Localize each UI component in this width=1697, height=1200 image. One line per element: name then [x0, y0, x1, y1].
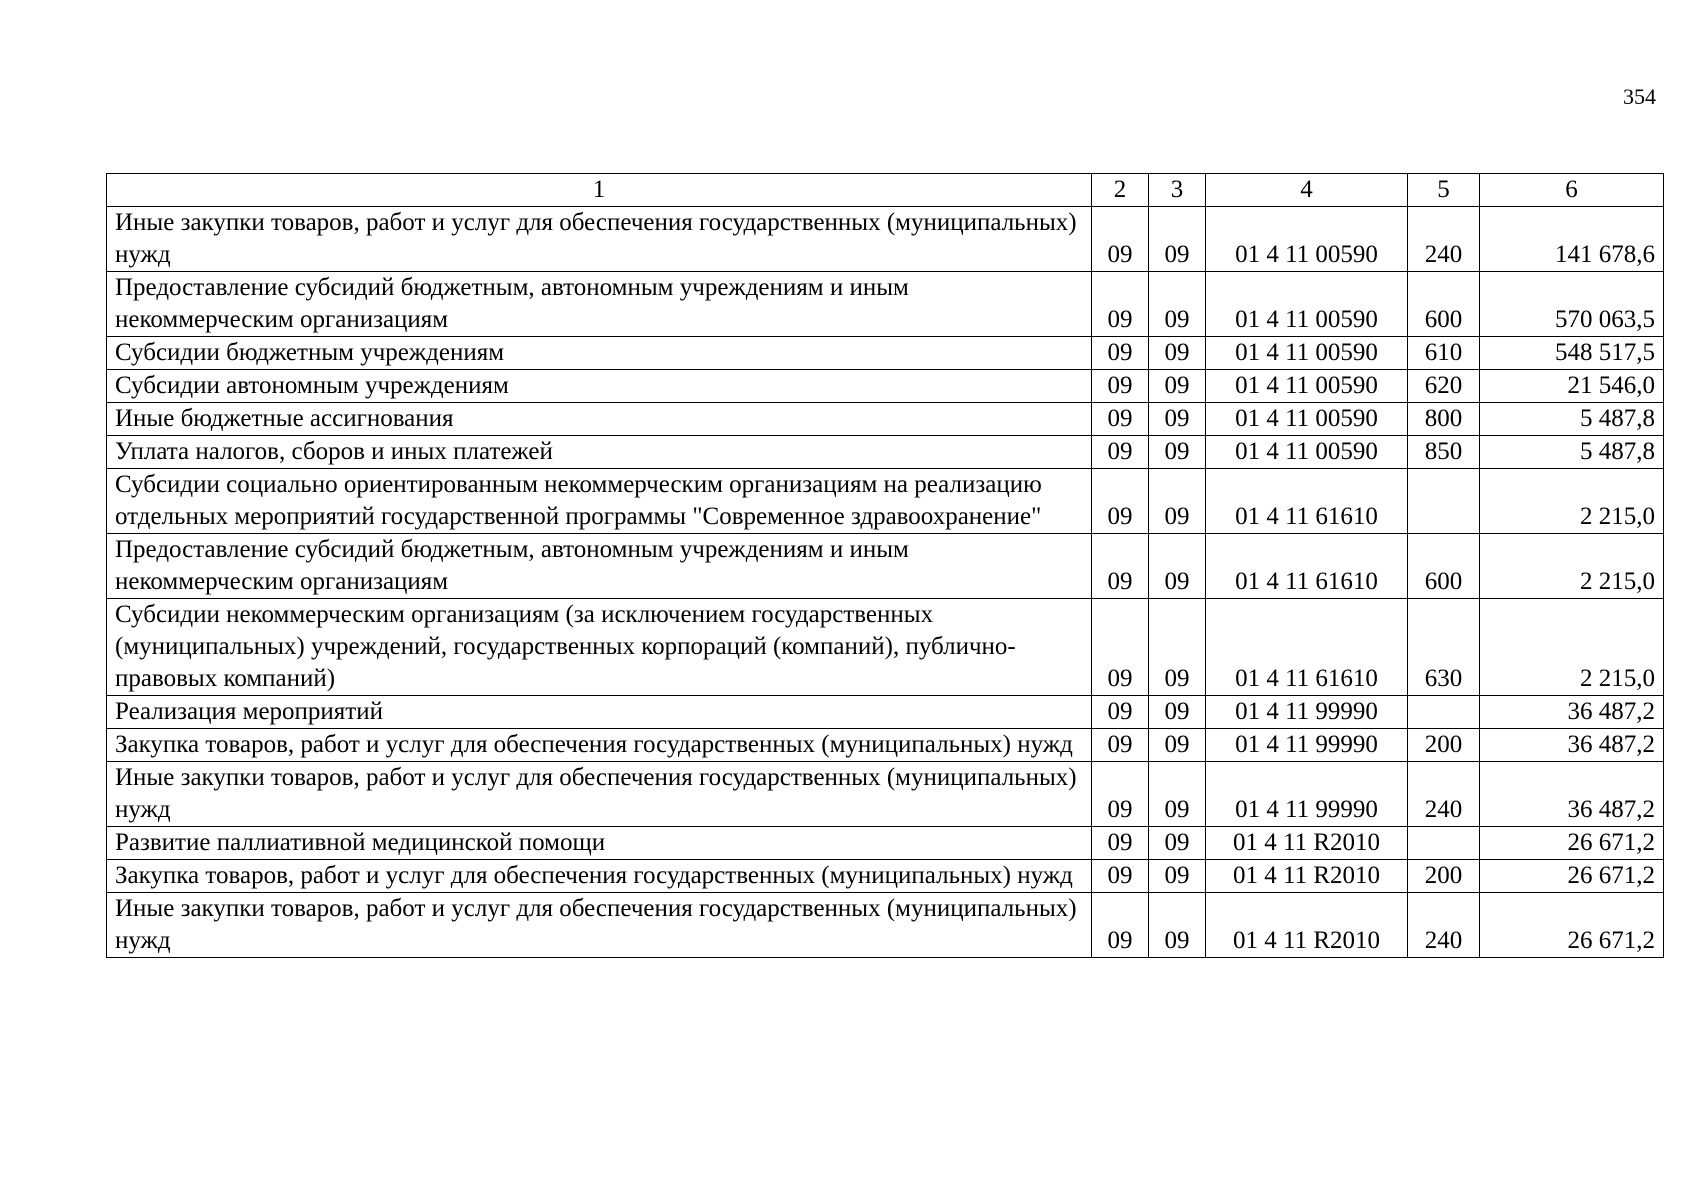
row-expense-type: [1408, 696, 1480, 729]
row-amount: 36 487,2: [1480, 762, 1664, 827]
row-target-article: 01 4 11 61610: [1206, 469, 1408, 534]
row-amount: 2 215,0: [1480, 599, 1664, 696]
row-amount: 26 671,2: [1480, 827, 1664, 860]
row-expense-type: 630: [1408, 599, 1480, 696]
budget-table: [106, 173, 1664, 958]
row-amount: 548 517,5: [1480, 337, 1664, 370]
row-expense-type: [1408, 827, 1480, 860]
row-expense-type: 620: [1408, 370, 1480, 403]
row-name: Уплата налогов, сборов и иных платежей: [107, 436, 1092, 469]
row-name: Закупка товаров, работ и услуг для обеспечения государственных (муниципальных) нужд: [107, 729, 1092, 762]
row-section-code: 09: [1092, 370, 1149, 403]
row-target-article: 01 4 11 R2010: [1206, 827, 1408, 860]
row-section-code: 09: [1092, 860, 1149, 893]
row-section-code: 09: [1092, 827, 1149, 860]
row-target-article: 01 4 11 00590: [1206, 370, 1408, 403]
row-amount: 26 671,2: [1480, 860, 1664, 893]
row-name: Развитие паллиативной медицинской помощи: [107, 827, 1092, 860]
row-name: Иные закупки товаров, работ и услуг для обеспечения государственных (муниципальных) нужд: [107, 207, 1092, 272]
row-target-article: 01 4 11 00590: [1206, 207, 1408, 272]
row-subsection-code: 09: [1149, 827, 1206, 860]
table-row: [107, 860, 1664, 893]
row-section-code: 09: [1092, 436, 1149, 469]
row-target-article: 01 4 11 99990: [1206, 762, 1408, 827]
row-target-article: 01 4 11 R2010: [1206, 893, 1408, 958]
table-row: [107, 762, 1664, 827]
row-target-article: 01 4 11 61610: [1206, 599, 1408, 696]
row-expense-type: [1408, 469, 1480, 534]
table-row: [107, 534, 1664, 599]
row-name: Закупка товаров, работ и услуг для обеспечения государственных (муниципальных) нужд: [107, 860, 1092, 893]
row-amount: 36 487,2: [1480, 696, 1664, 729]
row-amount: 2 215,0: [1480, 469, 1664, 534]
row-target-article: 01 4 11 00590: [1206, 337, 1408, 370]
row-subsection-code: 09: [1149, 729, 1206, 762]
row-target-article: 01 4 11 99990: [1206, 696, 1408, 729]
table-row: [107, 337, 1664, 370]
row-amount: 26 671,2: [1480, 893, 1664, 958]
row-amount: 5 487,8: [1480, 403, 1664, 436]
header-col-1: 1: [107, 174, 1092, 207]
row-name: Предоставление субсидий бюджетным, автономным учреждениям и иным некоммерческим организациям: [107, 272, 1092, 337]
row-target-article: 01 4 11 99990: [1206, 729, 1408, 762]
row-expense-type: 240: [1408, 893, 1480, 958]
row-amount: 570 063,5: [1480, 272, 1664, 337]
header-col-3: 3: [1149, 174, 1206, 207]
row-name: Субсидии социально ориентированным некоммерческим организациям на реализацию отдельных мероприятий государственной программы "Современное здравоохранение": [107, 469, 1092, 534]
row-subsection-code: 09: [1149, 469, 1206, 534]
row-section-code: 09: [1092, 893, 1149, 958]
row-subsection-code: 09: [1149, 370, 1206, 403]
table-row: [107, 436, 1664, 469]
row-name: Субсидии автономным учреждениям: [107, 370, 1092, 403]
table-row: [107, 207, 1664, 272]
row-subsection-code: 09: [1149, 762, 1206, 827]
row-section-code: 09: [1092, 696, 1149, 729]
header-col-4: 4: [1206, 174, 1408, 207]
row-amount: 21 546,0: [1480, 370, 1664, 403]
row-name: Иные закупки товаров, работ и услуг для обеспечения государственных (муниципальных) нужд: [107, 762, 1092, 827]
row-section-code: 09: [1092, 762, 1149, 827]
row-expense-type: 240: [1408, 762, 1480, 827]
row-section-code: 09: [1092, 337, 1149, 370]
table-body: [107, 207, 1664, 958]
row-subsection-code: 09: [1149, 337, 1206, 370]
row-amount: 141 678,6: [1480, 207, 1664, 272]
row-section-code: 09: [1092, 272, 1149, 337]
row-expense-type: 200: [1408, 860, 1480, 893]
row-subsection-code: 09: [1149, 599, 1206, 696]
row-target-article: 01 4 11 00590: [1206, 436, 1408, 469]
page-number: 354: [1623, 84, 1656, 109]
row-amount: 5 487,8: [1480, 436, 1664, 469]
row-expense-type: 850: [1408, 436, 1480, 469]
row-amount: 2 215,0: [1480, 534, 1664, 599]
row-expense-type: 600: [1408, 272, 1480, 337]
header-col-5: 5: [1408, 174, 1480, 207]
row-section-code: 09: [1092, 207, 1149, 272]
table-row: [107, 827, 1664, 860]
table-header-row: [107, 174, 1664, 207]
table-row: [107, 403, 1664, 436]
row-subsection-code: 09: [1149, 534, 1206, 599]
row-target-article: 01 4 11 61610: [1206, 534, 1408, 599]
row-section-code: 09: [1092, 599, 1149, 696]
row-subsection-code: 09: [1149, 860, 1206, 893]
row-expense-type: 600: [1408, 534, 1480, 599]
table-row: [107, 729, 1664, 762]
row-section-code: 09: [1092, 729, 1149, 762]
row-name: Предоставление субсидий бюджетным, автономным учреждениям и иным некоммерческим организациям: [107, 534, 1092, 599]
row-subsection-code: 09: [1149, 436, 1206, 469]
row-name: Иные бюджетные ассигнования: [107, 403, 1092, 436]
row-name: Иные закупки товаров, работ и услуг для обеспечения государственных (муниципальных) нужд: [107, 893, 1092, 958]
row-expense-type: 240: [1408, 207, 1480, 272]
row-expense-type: 800: [1408, 403, 1480, 436]
table-row: [107, 370, 1664, 403]
row-section-code: 09: [1092, 403, 1149, 436]
row-target-article: 01 4 11 00590: [1206, 272, 1408, 337]
row-subsection-code: 09: [1149, 272, 1206, 337]
table-row: [107, 272, 1664, 337]
row-subsection-code: 09: [1149, 696, 1206, 729]
table-row: [107, 893, 1664, 958]
header-col-2: 2: [1092, 174, 1149, 207]
row-name: Реализация мероприятий: [107, 696, 1092, 729]
table-row: [107, 469, 1664, 534]
row-subsection-code: 09: [1149, 207, 1206, 272]
row-amount: 36 487,2: [1480, 729, 1664, 762]
row-subsection-code: 09: [1149, 403, 1206, 436]
row-expense-type: 610: [1408, 337, 1480, 370]
row-target-article: 01 4 11 R2010: [1206, 860, 1408, 893]
row-expense-type: 200: [1408, 729, 1480, 762]
row-name: Субсидии бюджетным учреждениям: [107, 337, 1092, 370]
row-section-code: 09: [1092, 469, 1149, 534]
table-row: [107, 696, 1664, 729]
row-name: Субсидии некоммерческим организациям (за исключением государственных (муниципальных) учреждений, государственных корпораций (компаний), публично-правовых компаний): [107, 599, 1092, 696]
row-target-article: 01 4 11 00590: [1206, 403, 1408, 436]
table-row: [107, 599, 1664, 696]
row-subsection-code: 09: [1149, 893, 1206, 958]
header-col-6: 6: [1480, 174, 1664, 207]
row-section-code: 09: [1092, 534, 1149, 599]
